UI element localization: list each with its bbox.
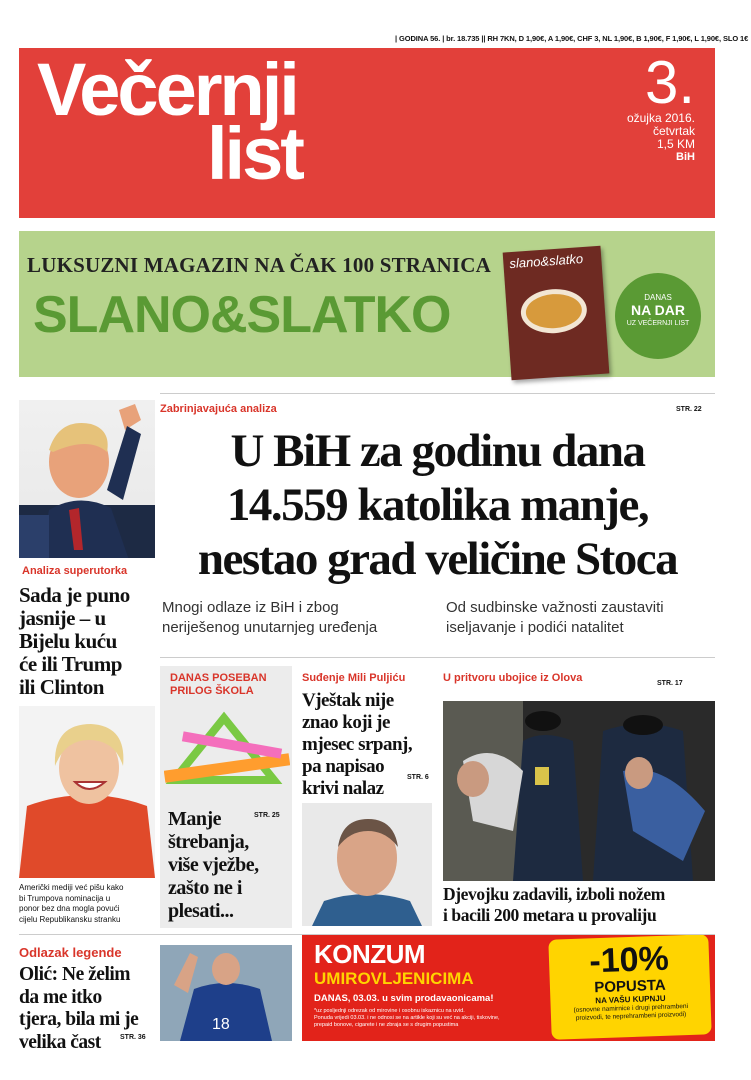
ad-popust: POPUSTA bbox=[594, 976, 666, 997]
olic-kicker: Odlazak legende bbox=[19, 945, 122, 960]
lead-deck-right bbox=[446, 598, 664, 638]
ad-fine-line-1: *uz posljednji odrezak od mirovine i osobnu iskaznicu na uvid. bbox=[314, 1008, 465, 1014]
lead-headline-line-3: nestao grad veličine Stoca bbox=[197, 533, 678, 585]
clinton-caption bbox=[19, 883, 159, 925]
lead-deck-left-line-2: neriješenog unutarnjeg uređenja bbox=[162, 619, 378, 636]
trial-headline-line-3: mjesec srpanj, bbox=[302, 734, 413, 755]
promo-tagline: LUKSUZNI MAGAZIN NA ČAK 100 STRANICA bbox=[27, 253, 492, 277]
footballer-illustration bbox=[160, 945, 292, 1041]
lead-deck-right-line-1: Od sudbinske važnosti zaustaviti bbox=[446, 599, 664, 616]
ad-subtitle: UMIROVLJENICIMA bbox=[314, 969, 474, 988]
clinton-illustration bbox=[19, 706, 155, 878]
olic-headline-line-4: velika čast bbox=[19, 1031, 101, 1053]
lead-headline-line-1: U BiH za godinu dana bbox=[230, 425, 645, 477]
magazine-cover-title: slano&slatko bbox=[508, 251, 584, 272]
olic-headline-line-3: tjera, bila mi je bbox=[19, 1009, 139, 1030]
edition-label: BiH bbox=[676, 151, 695, 163]
school-kicker-line-2: PRILOG ŠKOLA bbox=[170, 685, 254, 697]
school-kicker-line-1: DANAS POSEBAN bbox=[170, 672, 267, 684]
olic-headline-line-1: Olić: Ne želim bbox=[19, 964, 131, 985]
free-gift-badge bbox=[615, 273, 701, 359]
left-story-kicker: Analiza superutorka bbox=[22, 565, 128, 577]
olovo-page-ref: STR. 17 bbox=[657, 680, 683, 687]
arrest-illustration bbox=[443, 701, 715, 881]
olovo-headline-line-2: i bacili 200 metara u provaliju bbox=[443, 905, 657, 925]
masthead bbox=[19, 48, 715, 218]
school-headline-line-5: plesati... bbox=[168, 900, 234, 922]
caption-line-1: Američki mediji već pišu kako bbox=[19, 883, 124, 892]
olic-headline[interactable] bbox=[19, 964, 169, 1054]
olovo-headline[interactable] bbox=[443, 884, 723, 926]
trial-kicker: Suđenje Mili Puljiću bbox=[302, 672, 406, 684]
lead-deck-left-line-1: Mnogi odlaze iz BiH i zbog bbox=[162, 599, 339, 616]
olovo-headline-line-1: Djevojku zadavili, izboli nožem bbox=[443, 884, 665, 904]
ad-fine-line-2: Ponuda vrijedi 03.03. i ne odnosi se na artikle koji su već na akciji, tiskovine, bbox=[314, 1015, 500, 1021]
lead-page-ref: STR. 22 bbox=[676, 406, 702, 413]
clinton-photo bbox=[19, 706, 155, 878]
left-headline-line-3: Bijelu kuću bbox=[19, 629, 117, 653]
lead-deck-right-line-2: iseljavanje i podići natalitet bbox=[446, 619, 624, 636]
ad-brand: KONZUM bbox=[314, 939, 426, 969]
school-headline-line-4: zašto ne i bbox=[168, 877, 242, 899]
left-headline-line-4: će ili Trump bbox=[19, 652, 122, 676]
school-headline bbox=[168, 808, 259, 923]
olic-page-ref: STR. 36 bbox=[120, 1034, 146, 1041]
trial-headline[interactable] bbox=[302, 690, 436, 800]
magazine-promo-banner[interactable] bbox=[19, 231, 715, 377]
logo-line-2: list bbox=[207, 112, 302, 195]
issue-info-line: | GODINA 56. | br. 18.735 || RH 7KN, D 1,90€, A 1,90€, CHF 3, NL 1,90€, B 1,90€, F 1,90€, L 1,90€, SLO 1€ bbox=[395, 34, 749, 43]
ad-discount-badge bbox=[548, 935, 711, 1040]
lead-kicker: Zabrinjavajuća analiza bbox=[160, 403, 277, 415]
school-supplies-illustration bbox=[164, 710, 290, 790]
school-headline-line-1: Manje bbox=[168, 808, 222, 830]
logo-line-1: Večernji bbox=[37, 48, 297, 131]
shirt-number: 18 bbox=[212, 1016, 230, 1033]
school-headline-line-3: više vježbe, bbox=[168, 854, 259, 876]
issue-day: 3. bbox=[644, 49, 695, 116]
konzum-advertisement[interactable] bbox=[302, 935, 715, 1041]
trial-page-ref: STR. 6 bbox=[407, 774, 429, 781]
soup-bowl-image bbox=[519, 287, 588, 335]
school-headline-line-2: štrebanja, bbox=[168, 831, 249, 853]
date-box bbox=[626, 49, 695, 163]
trial-headline-line-5: krivi nalaz bbox=[302, 778, 384, 799]
trial-headline-line-1: Vještak nije bbox=[302, 690, 394, 711]
divider bbox=[160, 657, 715, 658]
ad-date-line: DANAS, 03.03. u svim prodavaonicama! bbox=[314, 993, 494, 1004]
newspaper-logo[interactable] bbox=[37, 48, 302, 195]
trump-photo bbox=[19, 400, 155, 558]
ad-fine-print bbox=[314, 1008, 546, 1029]
olic-photo bbox=[160, 945, 292, 1041]
arrest-photo bbox=[443, 701, 715, 881]
left-headline-line-5: ili Clinton bbox=[19, 675, 104, 699]
badge-line-3: UZ VEČERNJI LIST bbox=[626, 320, 690, 327]
ad-note-2: proizvodi, te neprehrambeni proizvodi) bbox=[575, 1011, 687, 1022]
left-story-headline[interactable] bbox=[19, 584, 157, 699]
trial-headline-line-2: znao koji je bbox=[302, 712, 390, 733]
school-page-ref: STR. 25 bbox=[254, 812, 280, 819]
ad-percent: -10% bbox=[588, 939, 670, 981]
school-supplement-box[interactable] bbox=[160, 666, 292, 928]
lead-deck-left bbox=[162, 598, 377, 638]
caption-line-2: bi Trumpova nominacija u bbox=[19, 893, 111, 903]
lead-headline-line-2: 14.559 katolika manje, bbox=[226, 479, 649, 531]
divider bbox=[160, 393, 715, 394]
badge-line-2: NA DAR bbox=[631, 302, 685, 318]
issue-weekday: četvrtak bbox=[652, 124, 695, 138]
issue-price: 1,5 KM bbox=[656, 137, 695, 151]
caption-line-3: ponor bez dna mogla povući bbox=[19, 904, 120, 913]
promo-magazine-name: SLANO&SLATKO bbox=[33, 286, 451, 344]
olovo-kicker: U pritvoru ubojice iz Olova bbox=[443, 672, 583, 684]
ad-fine-line-3: prepaid bonove, cigarete i ne zbraja se s drugim popustima bbox=[314, 1022, 459, 1028]
expert-portrait-illustration bbox=[302, 803, 432, 926]
trial-headline-line-4: pa napisao bbox=[302, 756, 385, 777]
trump-illustration bbox=[19, 400, 155, 558]
expert-portrait-photo bbox=[302, 803, 432, 926]
ad-na-kupnju: NA VAŠU KUPNJU bbox=[595, 993, 666, 1006]
issue-date: ožujka 2016. bbox=[626, 111, 695, 125]
lead-headline[interactable] bbox=[160, 424, 715, 586]
olic-headline-line-2: da me itko bbox=[19, 986, 102, 1008]
school-kicker bbox=[170, 672, 267, 698]
ad-note-1: (osnovne namirnice i drugi prehrambeni bbox=[573, 1002, 689, 1014]
magazine-cover-image bbox=[503, 246, 610, 381]
caption-line-4: cijelu Republikansku stranku bbox=[19, 914, 121, 924]
left-headline-line-2: jasnije – u bbox=[19, 606, 106, 630]
badge-line-1: DANAS bbox=[644, 293, 672, 302]
left-headline-line-1: Sada je puno bbox=[19, 583, 130, 607]
